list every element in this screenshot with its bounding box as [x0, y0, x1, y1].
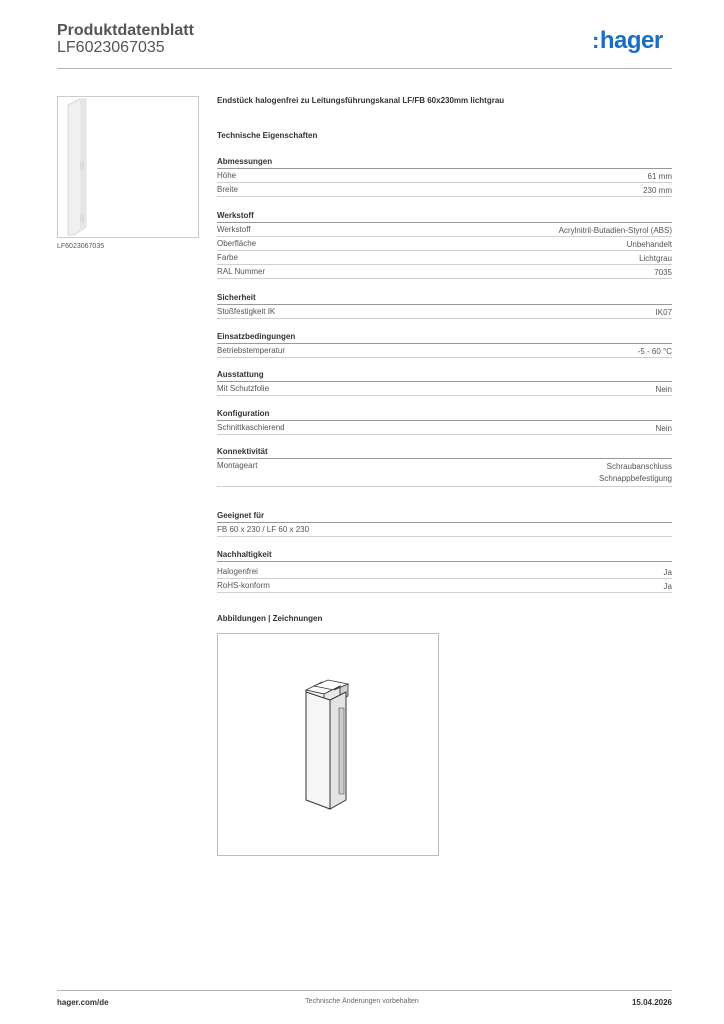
footer-website: hager.com/de	[57, 998, 109, 1007]
page-title: Produktdatenblatt	[57, 22, 194, 39]
property-key: Stoßfestigkeit IK	[217, 307, 276, 316]
property-value: Ja	[663, 582, 672, 591]
property-row	[217, 223, 672, 237]
property-row	[217, 265, 672, 279]
footer-divider	[57, 990, 672, 991]
property-row	[217, 237, 672, 251]
property-row	[217, 565, 672, 579]
property-row	[217, 344, 672, 358]
product-thumbnail	[57, 96, 199, 238]
property-value: IK07	[655, 308, 672, 317]
property-key: Betriebstemperatur	[217, 346, 286, 355]
section-title: Einsatzbedingungen	[217, 331, 672, 344]
product-drawing	[217, 633, 439, 856]
property-key: RAL Nummer	[217, 267, 266, 276]
section-title: Abmessungen	[217, 156, 672, 169]
property-value: Unbehandelt	[626, 240, 672, 249]
hager-logo: :hager	[592, 27, 663, 54]
property-key: RoHS-konform	[217, 581, 270, 590]
property-value: Acrylnitril-Butadien-Styrol (ABS)	[558, 226, 672, 235]
property-key: Breite	[217, 185, 238, 194]
footer-date: 15.04.2026	[631, 998, 672, 1007]
property-key: Werkstoff	[217, 225, 251, 234]
property-row	[217, 459, 672, 487]
property-value-line: Schraubanschluss	[606, 462, 672, 471]
property-key: Montageart	[217, 461, 258, 470]
property-key: Mit Schutzfolie	[217, 384, 270, 393]
thumbnail-caption: LF6023067035	[57, 243, 105, 250]
footer-note: Technische Änderungen vorbehalten	[305, 998, 419, 1005]
section-title: Ausstattung	[217, 369, 672, 382]
property-value: Nein	[655, 385, 672, 394]
property-value: Lichtgrau	[639, 254, 672, 263]
property-value: 7035	[654, 268, 672, 277]
product-code: LF6023067035	[57, 39, 165, 56]
property-value: 61 mm	[647, 172, 672, 181]
property-row	[217, 579, 672, 593]
property-key: Oberfläche	[217, 239, 257, 248]
property-row	[217, 183, 672, 197]
property-key: Farbe	[217, 253, 238, 262]
property-row	[217, 169, 672, 183]
property-value: Nein	[655, 424, 672, 433]
section-subtitle: Technische Eigenschaften	[217, 131, 318, 140]
property-value: -5 - 60 °C	[637, 347, 672, 356]
end-cap-thumbnail-image	[58, 97, 198, 237]
property-value-line: Schnappbefestigung	[599, 474, 672, 483]
property-row	[217, 251, 672, 265]
property-value: Ja	[663, 568, 672, 577]
property-key: FB 60 x 230 / LF 60 x 230	[217, 525, 310, 534]
header-divider	[57, 68, 672, 69]
property-row	[217, 382, 672, 396]
property-row	[217, 305, 672, 319]
figures-title: Abbildungen | Zeichnungen	[217, 614, 323, 623]
property-key: Schnittkaschierend	[217, 423, 285, 432]
property-value	[599, 461, 672, 485]
property-key: Höhe	[217, 171, 237, 180]
product-description: Endstück halogenfrei zu Leitungsführungskanal LF/FB 60x230mm lichtgrau	[217, 96, 505, 105]
section-title: Konnektivität	[217, 446, 672, 459]
property-row	[217, 421, 672, 435]
section-title: Konfiguration	[217, 408, 672, 421]
logo-text: hager	[599, 27, 663, 54]
end-cap-drawing	[218, 634, 438, 855]
section-title: Geeignet für	[217, 510, 672, 523]
section-title: Nachhaltigkeit	[217, 549, 672, 562]
section-title: Werkstoff	[217, 210, 672, 223]
property-key: Halogenfrei	[217, 567, 258, 576]
section-title: Sicherheit	[217, 292, 672, 305]
property-row	[217, 523, 672, 537]
property-value: 230 mm	[643, 186, 672, 195]
